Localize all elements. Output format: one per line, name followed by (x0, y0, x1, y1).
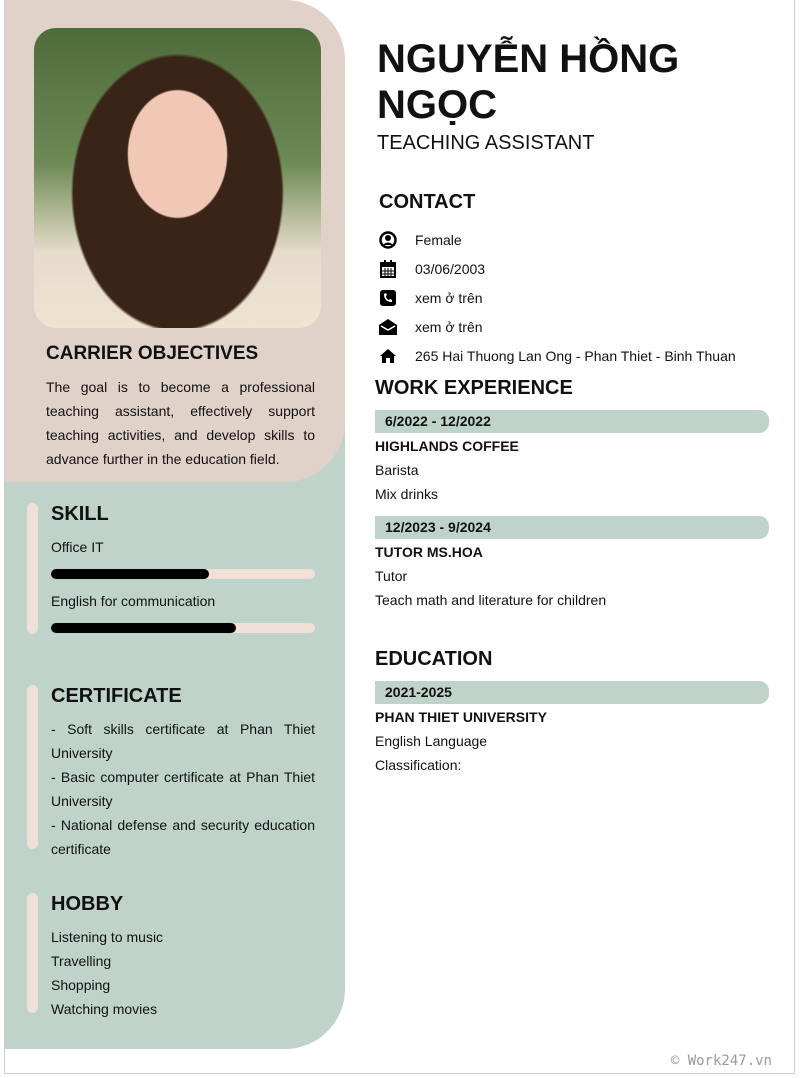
work-position: Tutor (375, 568, 408, 584)
full-name (377, 36, 679, 128)
work-position: Barista (375, 462, 419, 478)
skill-bar (51, 569, 315, 579)
work-company: HIGHLANDS COFFEE (375, 438, 519, 454)
contact-email (378, 318, 483, 336)
hobby-item: Listening to music (51, 929, 164, 945)
education-title: EDUCATION (375, 648, 493, 670)
envelope-icon (378, 318, 398, 336)
hobby-item: Watching movies (51, 1001, 158, 1017)
certificate-item: - Soft skills certificate at Phan Thiet University (51, 721, 315, 761)
hobby-accent (27, 893, 38, 1013)
education-period: 2021-2025 (375, 681, 769, 704)
contact-phone (378, 289, 483, 307)
hobby-item: Shopping (51, 977, 111, 993)
profile-photo (34, 28, 321, 328)
hobby-title: HOBBY (51, 893, 124, 915)
work-description: Mix drinks (375, 486, 439, 502)
certificate-item: - National defense and security education certificate (51, 817, 315, 857)
work-period: 12/2023 - 9/2024 (375, 516, 769, 539)
work-period: 6/2022 - 12/2022 (375, 410, 769, 433)
contact-gender (378, 231, 462, 249)
contact-title: CONTACT (379, 191, 476, 213)
objectives-title: CARRIER OBJECTIVES (46, 343, 259, 364)
work-description: Teach math and literature for children (375, 592, 607, 608)
education-school: PHAN THIET UNIVERSITY (375, 709, 547, 725)
contact-text: 265 Hai Thuong Lan Ong - Phan Thiet - Binh Thuan (415, 348, 736, 364)
contact-text: Female (415, 232, 462, 248)
watermark: © Work247.vn (670, 1053, 772, 1069)
skill-title: SKILL (51, 503, 109, 525)
skill-bar-fill (51, 569, 209, 579)
skill-bar (51, 623, 315, 633)
skill-accent (27, 503, 38, 634)
calendar-icon (378, 260, 398, 278)
user-icon (378, 231, 398, 249)
phone-icon (378, 289, 398, 307)
certificate-item: - Basic computer certificate at Phan Thiet University (51, 769, 315, 809)
certificate-accent (27, 685, 38, 849)
contact-address (378, 347, 736, 365)
name-line: NGUYỄN HỒNG (377, 37, 680, 81)
work-title: WORK EXPERIENCE (375, 377, 573, 399)
work-company: TUTOR MS.HOA (375, 544, 483, 560)
education-classification: Classification: (375, 757, 462, 773)
name-line: NGỌC (377, 83, 497, 127)
skill-label: Office IT (51, 539, 104, 555)
contact-text: xem ở trên (415, 290, 483, 306)
certificate-title: CERTIFICATE (51, 685, 182, 707)
contact-text: 03/06/2003 (415, 261, 486, 277)
skill-bar-fill (51, 623, 236, 633)
contact-text: xem ở trên (415, 319, 483, 335)
job-title: TEACHING ASSISTANT (377, 132, 595, 154)
education-major: English Language (375, 733, 488, 749)
skill-label: English for communication (51, 593, 216, 609)
home-icon (378, 347, 398, 365)
objectives-text: The goal is to become a professional teaching assistant, effectively support teaching activities, and develop skills to advance further in the education field. (46, 379, 315, 467)
hobby-item: Travelling (51, 953, 112, 969)
contact-birthday (378, 260, 485, 278)
